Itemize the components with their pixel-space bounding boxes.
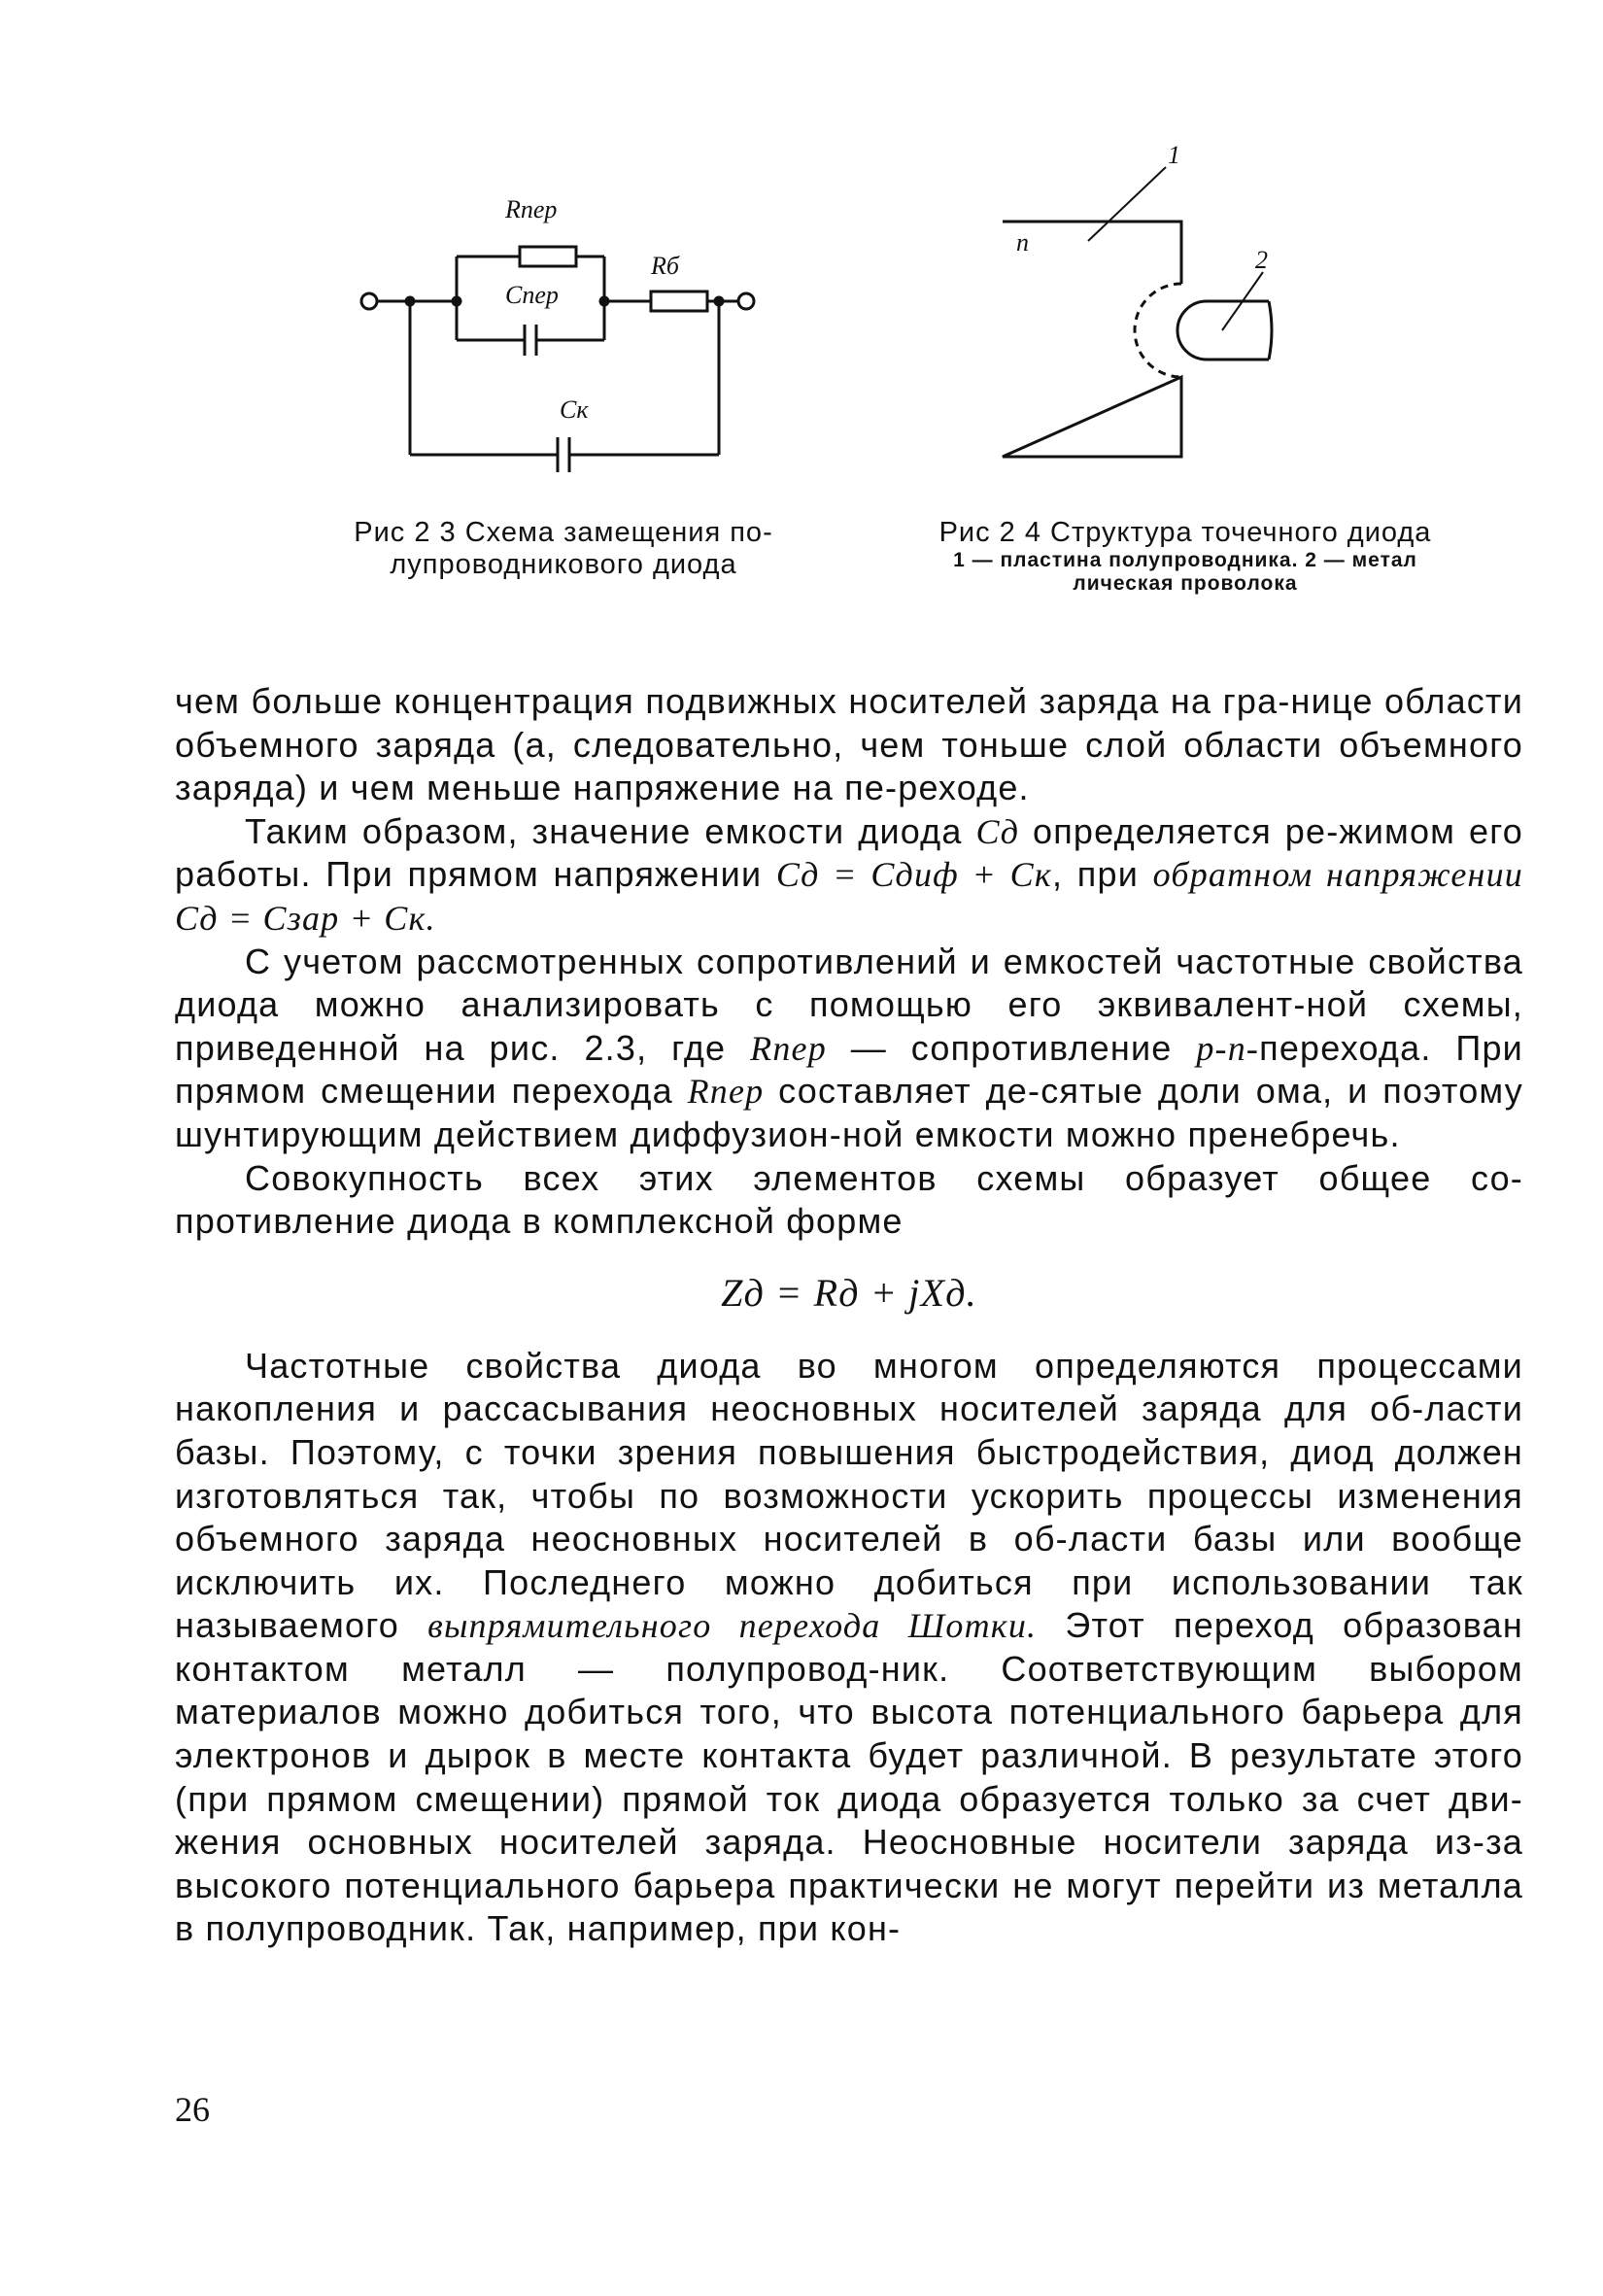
semiconductor-plate: [1003, 222, 1181, 457]
resistor-rb: [651, 291, 707, 311]
paragraph-5: [175, 1345, 1523, 1951]
paragraph-4: Совокупность всех этих элементов схемы образует общее со-противление диода в комплексной форме: [175, 1157, 1523, 1242]
figure-2-4-structure: [981, 136, 1312, 466]
p3-rper: Rпер: [750, 1028, 827, 1068]
p3-pn: p-n-: [1196, 1028, 1260, 1068]
p2-text-2: определяется ре-жимом его работы. При прямом напряжении: [175, 810, 1524, 895]
figure-2-4-caption-sub-1: 1 — пластина полупроводника. 2 — метал: [953, 549, 1417, 572]
label-cper: Cпер: [505, 281, 559, 309]
label-2: 2: [1255, 246, 1268, 274]
figure-2-4-caption-main: Рис 2 4 Структура точечного диода: [938, 517, 1432, 548]
p2-text-1: Таким образом, значение емкости диода: [245, 810, 976, 851]
p2-text-4: обратном напряжении: [1152, 855, 1523, 895]
p5-emphasis: выпрямительного перехода Шотки.: [427, 1606, 1038, 1646]
resistor-rper: [520, 247, 576, 266]
label-ck: Cк: [560, 395, 589, 424]
p3-text-3: перехода. При прямом смещении перехода: [175, 1027, 1523, 1112]
p3-text-1: С учетом рассмотренных сопротивлений и емкостей частотные свойства диода можно анализировать с помощью его эквивалент-ной схемы, приведенной на рис. 2.3, где: [175, 941, 1523, 1068]
figure-2-3-circuit: [330, 185, 777, 496]
left-terminal: [361, 293, 377, 309]
right-terminal: [738, 293, 754, 309]
body-text: [175, 680, 1523, 1951]
leader-line-1: [1088, 167, 1166, 241]
label-n: n: [1016, 228, 1029, 257]
circuit-diagram: [330, 185, 777, 496]
figure-2-4-caption: [865, 517, 1506, 597]
p2-eq-reverse: Cд = Cзар + Cк.: [175, 898, 436, 938]
p2-text-3: , при: [1051, 854, 1153, 895]
impedance-formula: Zд = Rд + jXд.: [721, 1270, 977, 1315]
point-diode-diagram: [981, 136, 1312, 466]
page-number: 26: [175, 2090, 210, 2129]
label-1: 1: [1168, 141, 1180, 169]
p3-rper-2: Rпер: [687, 1072, 765, 1112]
contact-region: [1135, 284, 1181, 377]
p5-text-1: Частотные свойства диода во многом определяются процессами накопления и рассасывания неосновных носителей заряда для об-ласти базы. Поэтому, с точки зрения повышения быстродействия, диод должен изготовляться так, чтобы по возможности ускорить процессы изменения объемного заряда неосновных носителей в об-ласти базы или вообще исключить их. Последнего можно добиться при использовании так называемого: [175, 1345, 1523, 1646]
paragraph-1: чем больше концентрация подвижных носителей заряда на гра-нице области объемного заряда (а, следовательно, чем тоньше слой области объемного заряда) и чем меньше напряжение на пе-реходе.: [175, 681, 1523, 808]
p3-text-4: составляет де-сятые доли ома, и поэтому шунтирующим действием диффузион-ной емкости можно пренебречь.: [175, 1071, 1523, 1154]
figure-2-4-caption-sub-2: лическая проволока: [1073, 572, 1298, 596]
paragraph-3: [175, 941, 1523, 1157]
p2-cd: Cд: [975, 811, 1020, 851]
figure-2-3-caption-line-1: Рис 2 3 Схема замещения по-: [354, 517, 773, 548]
label-rb: Rб: [651, 252, 679, 280]
figure-2-3-caption-line-2: лупроводникового диода: [390, 549, 737, 581]
p2-eq-forward: Cд = Cдиф + Cк: [775, 855, 1052, 895]
label-rper: Rпер: [505, 195, 558, 223]
p3-text-2: — сопротивление: [826, 1027, 1197, 1068]
figure-2-3-caption: [291, 517, 836, 582]
wire-cut-end: [1269, 301, 1272, 360]
p5-text-2: Этот переход образован контактом металл — полупровод-ник. Соответствующим выбором материалов можно добиться того, что высота потенциального барьера для электронов и дырок в месте контакта будет различной. В результате этого (при прямом смещении) прямой ток диода образуется только за счет дви-жения основных носителей заряда. Неосновные носители заряда из-за высокого потенциального барьера практически не могут перейти из металла в полупроводник. Так, например, при кон-: [175, 1605, 1523, 1949]
paragraph-2: [175, 810, 1523, 941]
